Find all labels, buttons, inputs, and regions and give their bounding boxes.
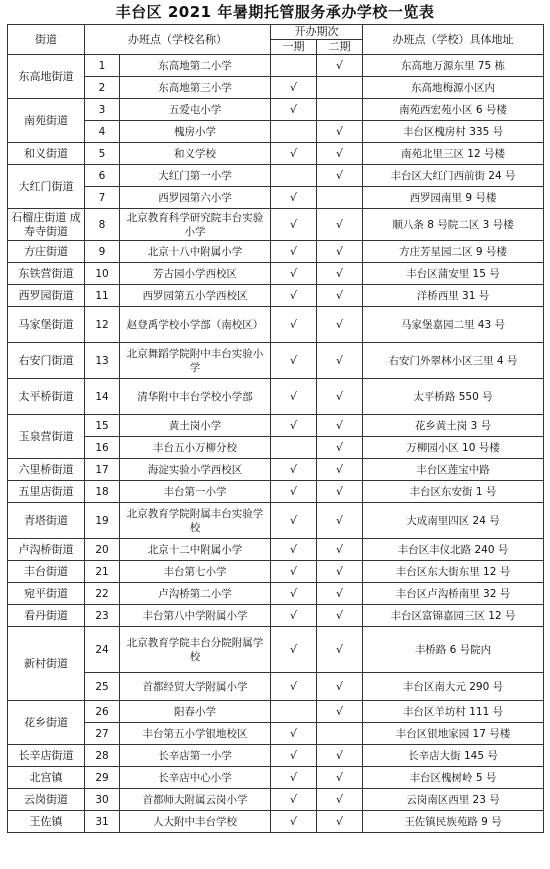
table-row (8, 263, 544, 285)
table-row (8, 165, 544, 187)
cell-phase1-check: √ (271, 307, 317, 343)
cell-phase1-check: √ (271, 459, 317, 481)
cell-street: 花乡街道 (8, 701, 85, 745)
cell-number: 23 (85, 605, 120, 627)
cell-school: 东高地第三小学 (120, 77, 271, 99)
cell-address: 马家堡嘉园二里 43 号 (363, 307, 544, 343)
cell-phase1-check: √ (271, 503, 317, 539)
cell-phase2-check: √ (317, 285, 363, 307)
cell-number: 27 (85, 723, 120, 745)
cell-number: 14 (85, 379, 120, 415)
cell-phase2-check: √ (317, 605, 363, 627)
cell-number: 21 (85, 561, 120, 583)
cell-phase1-check: √ (271, 767, 317, 789)
table-row (8, 673, 544, 701)
cell-phase2-check: √ (317, 627, 363, 673)
cell-address: 南苑北里三区 12 号楼 (363, 143, 544, 165)
cell-phase2-check: √ (317, 121, 363, 143)
cell-phase2-check: √ (317, 561, 363, 583)
table-row (8, 285, 544, 307)
cell-school: 阳春小学 (120, 701, 271, 723)
cell-phase1-check: √ (271, 561, 317, 583)
header-school: 办班点（学校名称） (85, 25, 271, 55)
cell-address: 丰台区丰仪北路 240 号 (363, 539, 544, 561)
cell-address: 万柳园小区 10 号楼 (363, 437, 544, 459)
cell-street: 青塔街道 (8, 503, 85, 539)
cell-address: 丰台区蒲安里 15 号 (363, 263, 544, 285)
cell-phase1-check: √ (271, 99, 317, 121)
cell-school: 丰台五小万柳分校 (120, 437, 271, 459)
cell-address: 丰桥路 6 号院内 (363, 627, 544, 673)
cell-number: 11 (85, 285, 120, 307)
table-row (8, 605, 544, 627)
cell-street: 大红门街道 (8, 165, 85, 209)
cell-number: 15 (85, 415, 120, 437)
cell-school: 丰台第一小学 (120, 481, 271, 503)
cell-number: 9 (85, 241, 120, 263)
cell-phase2-check: √ (317, 379, 363, 415)
table-row (8, 561, 544, 583)
cell-street: 石榴庄街道 成寿寺街道 (8, 209, 85, 241)
table-row (8, 77, 544, 99)
cell-number: 7 (85, 187, 120, 209)
table-row (8, 789, 544, 811)
cell-address: 太平桥路 550 号 (363, 379, 544, 415)
cell-number: 29 (85, 767, 120, 789)
cell-phase2-check: √ (317, 789, 363, 811)
cell-address: 长辛店大街 145 号 (363, 745, 544, 767)
cell-phase1-check: √ (271, 539, 317, 561)
cell-address: 花乡黄土岗 3 号 (363, 415, 544, 437)
cell-phase2-check: √ (317, 307, 363, 343)
cell-school: 首都经贸大学附属小学 (120, 673, 271, 701)
cell-phase2-check (317, 723, 363, 745)
table-row (8, 701, 544, 723)
cell-number: 18 (85, 481, 120, 503)
cell-number: 28 (85, 745, 120, 767)
cell-school: 丰台第八中学附属小学 (120, 605, 271, 627)
cell-address: 丰台区莲宝中路 (363, 459, 544, 481)
table-row (8, 767, 544, 789)
cell-school: 槐房小学 (120, 121, 271, 143)
cell-phase1-check: √ (271, 745, 317, 767)
table-row (8, 583, 544, 605)
table-row (8, 481, 544, 503)
cell-phase2-check: √ (317, 143, 363, 165)
document-title: 丰台区 2021 年暑期托管服务承办学校一览表 (115, 3, 435, 21)
cell-phase2-check: √ (317, 481, 363, 503)
cell-number: 20 (85, 539, 120, 561)
cell-phase1-check: √ (271, 143, 317, 165)
cell-address: 丰台区南大元 290 号 (363, 673, 544, 701)
cell-address: 丰台区东安街 1 号 (363, 481, 544, 503)
table-row (8, 745, 544, 767)
cell-number: 2 (85, 77, 120, 99)
table-row (8, 723, 544, 745)
cell-school: 北京十八中附属小学 (120, 241, 271, 263)
cell-address: 洋桥西里 31 号 (363, 285, 544, 307)
cell-address: 丰台区富锦嘉园三区 12 号 (363, 605, 544, 627)
header-address: 办班点（学校）具体地址 (363, 25, 544, 55)
cell-address: 丰台区银地家园 17 号楼 (363, 723, 544, 745)
header-phase1: 一期 (271, 40, 317, 55)
cell-street: 西罗园街道 (8, 285, 85, 307)
table-row (8, 437, 544, 459)
cell-phase1-check: √ (271, 343, 317, 379)
table-row (8, 415, 544, 437)
cell-number: 10 (85, 263, 120, 285)
cell-street: 长辛店街道 (8, 745, 85, 767)
cell-street: 云岗街道 (8, 789, 85, 811)
cell-school: 海淀实验小学西校区 (120, 459, 271, 481)
cell-phase1-check: √ (271, 811, 317, 833)
cell-phase1-check (271, 437, 317, 459)
cell-street: 王佐镇 (8, 811, 85, 833)
cell-street: 太平桥街道 (8, 379, 85, 415)
table-row (8, 241, 544, 263)
cell-number: 26 (85, 701, 120, 723)
cell-number: 19 (85, 503, 120, 539)
cell-phase1-check: √ (271, 605, 317, 627)
cell-address: 大成南里四区 24 号 (363, 503, 544, 539)
cell-address: 丰台区大红门西前街 24 号 (363, 165, 544, 187)
cell-address: 右安门外翠林小区三里 4 号 (363, 343, 544, 379)
cell-address: 丰台区羊坊村 111 号 (363, 701, 544, 723)
cell-number: 12 (85, 307, 120, 343)
header-period: 开办期次 (271, 25, 363, 40)
cell-phase2-check: √ (317, 209, 363, 241)
table-row (8, 121, 544, 143)
cell-address: 丰台区卢沟桥南里 32 号 (363, 583, 544, 605)
cell-address: 西罗园南里 9 号楼 (363, 187, 544, 209)
table-row (8, 343, 544, 379)
cell-street: 方庄街道 (8, 241, 85, 263)
table-row (8, 379, 544, 415)
table-body (8, 55, 544, 833)
cell-number: 4 (85, 121, 120, 143)
cell-street: 马家堡街道 (8, 307, 85, 343)
cell-phase2-check: √ (317, 811, 363, 833)
cell-school: 和义学校 (120, 143, 271, 165)
cell-street: 南苑街道 (8, 99, 85, 143)
cell-street: 玉泉营街道 (8, 415, 85, 459)
table-row (8, 811, 544, 833)
cell-street: 东高地街道 (8, 55, 85, 99)
cell-phase2-check: √ (317, 437, 363, 459)
cell-phase1-check: √ (271, 481, 317, 503)
cell-school: 五爱屯小学 (120, 99, 271, 121)
cell-phase1-check: √ (271, 379, 317, 415)
cell-number: 8 (85, 209, 120, 241)
cell-street: 东铁营街道 (8, 263, 85, 285)
cell-phase2-check: √ (317, 415, 363, 437)
cell-phase2-check: √ (317, 701, 363, 723)
cell-number: 1 (85, 55, 120, 77)
cell-number: 6 (85, 165, 120, 187)
cell-school: 北京十二中附属小学 (120, 539, 271, 561)
cell-school: 首都师大附属云岗小学 (120, 789, 271, 811)
cell-street: 北宫镇 (8, 767, 85, 789)
header-phase2: 二期 (317, 40, 363, 55)
cell-phase2-check (317, 99, 363, 121)
cell-street: 新村街道 (8, 627, 85, 701)
cell-phase2-check: √ (317, 459, 363, 481)
cell-school: 人大附中丰台学校 (120, 811, 271, 833)
cell-school: 长辛店第一小学 (120, 745, 271, 767)
cell-number: 5 (85, 143, 120, 165)
cell-phase1-check (271, 165, 317, 187)
cell-phase2-check: √ (317, 673, 363, 701)
cell-phase1-check: √ (271, 673, 317, 701)
cell-school: 北京舞蹈学院附中丰台实验小学 (120, 343, 271, 379)
cell-phase2-check (317, 187, 363, 209)
cell-phase1-check (271, 701, 317, 723)
table-row (8, 307, 544, 343)
cell-phase2-check: √ (317, 343, 363, 379)
cell-school: 芳古园小学西校区 (120, 263, 271, 285)
header-street: 街道 (8, 25, 85, 55)
cell-school: 清华附中丰台学校小学部 (120, 379, 271, 415)
cell-address: 云岗南区西里 23 号 (363, 789, 544, 811)
table-row (8, 539, 544, 561)
cell-school: 北京教育学院附属丰台实验学校 (120, 503, 271, 539)
cell-school: 北京教育学院丰台分院附属学校 (120, 627, 271, 673)
cell-phase1-check: √ (271, 415, 317, 437)
cell-school: 西罗园第六小学 (120, 187, 271, 209)
cell-phase1-check: √ (271, 77, 317, 99)
cell-street: 六里桥街道 (8, 459, 85, 481)
cell-phase2-check: √ (317, 55, 363, 77)
cell-street: 右安门街道 (8, 343, 85, 379)
cell-phase1-check: √ (271, 187, 317, 209)
cell-phase2-check: √ (317, 539, 363, 561)
cell-phase1-check: √ (271, 285, 317, 307)
table-row (8, 503, 544, 539)
cell-phase1-check: √ (271, 263, 317, 285)
cell-address: 方庄芳星园二区 9 号楼 (363, 241, 544, 263)
cell-address: 丰台区槐房村 335 号 (363, 121, 544, 143)
cell-school: 丰台第五小学银地校区 (120, 723, 271, 745)
cell-phase2-check: √ (317, 583, 363, 605)
cell-school: 东高地第二小学 (120, 55, 271, 77)
cell-address: 丰台区东大街东里 12 号 (363, 561, 544, 583)
cell-school: 赵登禹学校小学部（南校区） (120, 307, 271, 343)
cell-number: 13 (85, 343, 120, 379)
cell-number: 30 (85, 789, 120, 811)
cell-phase2-check: √ (317, 745, 363, 767)
table-row (8, 99, 544, 121)
cell-school: 黄土岗小学 (120, 415, 271, 437)
cell-phase1-check: √ (271, 627, 317, 673)
cell-phase1-check: √ (271, 241, 317, 263)
cell-school: 北京教育科学研究院丰台实验小学 (120, 209, 271, 241)
cell-school: 长辛店中心小学 (120, 767, 271, 789)
schools-table (7, 24, 544, 833)
cell-number: 3 (85, 99, 120, 121)
cell-street: 看丹街道 (8, 605, 85, 627)
cell-school: 卢沟桥第二小学 (120, 583, 271, 605)
cell-street: 五里店街道 (8, 481, 85, 503)
cell-phase2-check (317, 77, 363, 99)
cell-phase2-check: √ (317, 767, 363, 789)
cell-school: 西罗园第五小学西校区 (120, 285, 271, 307)
cell-address: 东高地梅源小区内 (363, 77, 544, 99)
table-row (8, 627, 544, 673)
cell-school: 丰台第七小学 (120, 561, 271, 583)
table-row (8, 187, 544, 209)
table-row (8, 209, 544, 241)
cell-street: 和义街道 (8, 143, 85, 165)
cell-address: 东高地万源东里 75 栋 (363, 55, 544, 77)
cell-address: 王佐镇民族苑路 9 号 (363, 811, 544, 833)
cell-phase1-check: √ (271, 209, 317, 241)
cell-address: 丰台区槐树岭 5 号 (363, 767, 544, 789)
cell-number: 17 (85, 459, 120, 481)
cell-phase2-check: √ (317, 165, 363, 187)
cell-phase2-check: √ (317, 503, 363, 539)
table-row (8, 459, 544, 481)
cell-phase2-check: √ (317, 241, 363, 263)
cell-street: 卢沟桥街道 (8, 539, 85, 561)
cell-street: 丰台街道 (8, 561, 85, 583)
cell-number: 24 (85, 627, 120, 673)
cell-address: 顺八条 8 号院二区 3 号楼 (363, 209, 544, 241)
cell-phase2-check: √ (317, 263, 363, 285)
cell-number: 31 (85, 811, 120, 833)
cell-number: 25 (85, 673, 120, 701)
cell-number: 22 (85, 583, 120, 605)
cell-phase1-check: √ (271, 789, 317, 811)
cell-phase1-check (271, 55, 317, 77)
cell-address: 南苑西宏苑小区 6 号楼 (363, 99, 544, 121)
cell-number: 16 (85, 437, 120, 459)
cell-school: 大红门第一小学 (120, 165, 271, 187)
table-row (8, 143, 544, 165)
table-row (8, 55, 544, 77)
cell-phase1-check: √ (271, 583, 317, 605)
cell-phase1-check (271, 121, 317, 143)
cell-phase1-check: √ (271, 723, 317, 745)
cell-street: 宛平街道 (8, 583, 85, 605)
